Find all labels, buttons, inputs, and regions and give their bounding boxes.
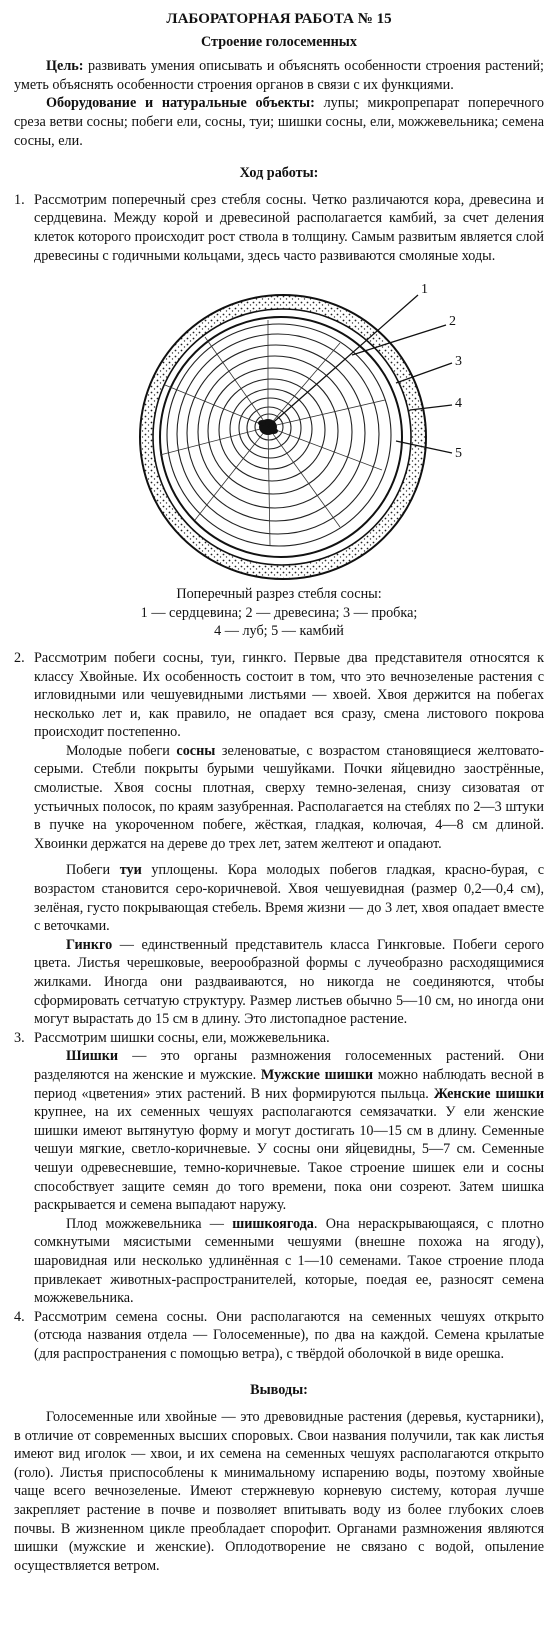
step-3-intro: Рассмотрим шишки сосны, ели, можжевельника. xyxy=(34,1029,330,1046)
step-2 xyxy=(14,649,544,1029)
goal-text: развивать умения описывать и объяснять особенности строения растений; уметь объяснять особенности строения органов в связи с их функциями. xyxy=(14,58,544,93)
cones-text-2: можно наблюдать весной в период «цветения» этих растений. В них формируются пыльца. xyxy=(34,1066,544,1102)
thuja-text-pre: Побеги xyxy=(66,862,120,879)
callout-5: 5 xyxy=(455,446,462,462)
stem-cross-section-figure xyxy=(0,265,558,585)
cones-text-1: — это органы размножения голосеменных растений. Они разделяются на женские и мужские. xyxy=(34,1048,544,1083)
step-2-intro: Рассмотрим побеги сосны, туи, гинкго. Первые два представителя относятся к классу Хвойные. Их особенность состоит в том, что это вечнозеленые растения с игловидными или чешуевидными листьями — хвоей. Хвоя держится на побегах несколько лет и, как правило, не опадает вся сразу, смена листового покрова происходит постепенно. xyxy=(34,649,544,741)
callout-1: 1 xyxy=(421,282,428,298)
juniper-text-pre: Плод можжевельника — xyxy=(66,1215,233,1232)
cones-paragraph xyxy=(34,1047,544,1214)
callout-3: 3 xyxy=(455,354,462,370)
goal-paragraph xyxy=(14,57,544,94)
female-cones-term: Женские шишки xyxy=(433,1085,544,1102)
pine-paragraph xyxy=(34,742,544,854)
equipment-paragraph xyxy=(14,94,544,150)
thuja-paragraph xyxy=(34,861,544,935)
male-cones-term: Мужские шишки xyxy=(260,1066,374,1083)
callout-4: 4 xyxy=(455,396,462,412)
step-3 xyxy=(14,1029,544,1308)
step-4-text: Рассмотрим семена сосны. Они располагаются на семенных чешуях открыто (отсюда названия отдела — Голосеменные), по два на каждой. Семена крылатые (для распространения с помощью ветра), с твёрдой оболочкой в виде орешка. xyxy=(34,1308,544,1362)
berry-cone-term: шишкоягода xyxy=(232,1215,314,1232)
step-number: 3. xyxy=(14,1029,25,1046)
step-number: 2. xyxy=(14,649,25,666)
conclusions-heading: Выводы: xyxy=(250,1382,308,1399)
ginkgo-text: — единственный представитель класса Гинкговые. Побеги серого цвета. Листья черешковые, веерообразной формы с лучеобразно расходящимися жилками. Иногда они раздваиваются, но никогда не соединяются, чтобы сформировать сетчатую структуру. Размер листьев обычно 5—10 см, но иногда они могут вырастать до 15 см в длину. Это листопадное растение. xyxy=(34,936,544,1028)
step-1-text: Рассмотрим поперечный срез стебля сосны. Четко различаются кора, древесина и сердцевина. Между корой и древесиной располагается камбий, за счет деления клеток которого происходит рост ствола в толщину. Самым развитым является слой древесины с годичными кольцами, здесь часто развиваются смоляные ходы. xyxy=(34,191,544,264)
callout-2: 2 xyxy=(449,314,456,330)
page-title: ЛАБОРАТОРНАЯ РАБОТА № 15 xyxy=(166,11,392,27)
page-subtitle: Строение голосеменных xyxy=(201,33,357,50)
step-4 xyxy=(14,1308,544,1364)
stem-cross-section-illustration xyxy=(0,265,558,585)
equipment-text: лупы; микропрепарат поперечного среза ветви сосны; побеги ели, сосны, туи; шишки сосны, ели, можжевельника; семена сосны, ели. xyxy=(14,95,544,149)
goal-label: Цель: xyxy=(46,58,84,75)
figure-caption xyxy=(14,585,544,641)
caption-line-1: Поперечный разрез стебля сосны: xyxy=(176,586,382,603)
juniper-text: . Она нераскрывающаяся, с плотно сомкнутыми мясистыми семенными чешуями (внешне похожа на ягоду), шаровидная или несколько удлинённая с 1—10 семенами. Такое строение плода привлекает животных-распространителей, которые, поедая ее, разносят семена можжевельника. xyxy=(34,1215,544,1307)
caption-line-2: 1 — сердцевина; 2 — древесина; 3 — пробка; xyxy=(140,604,418,621)
step-number: 1. xyxy=(14,191,25,208)
progress-heading: Ход работы: xyxy=(239,165,319,182)
pine-text: зеленоватые, с возрастом становящиеся желтовато-серыми. Стебли покрыты бурыми чешуйками. Почки яйцевидно заострённые, смолистые. Хвоя сосны плотная, сверху темно-зеленая, снизу сизоватая от устьичных полосок, по краям зазубренная. Располагается на стеблях по 2—3 штуки в пучке на укороченном побеге, жёсткая, гладкая, колючая, 4—8 см длиной. Хвоинки держатся на дереве до трех лет, затем желтеют и опадают. xyxy=(34,742,544,852)
ginkgo-paragraph xyxy=(34,936,544,1029)
conclusions-text: Голосеменные или хвойные — это древовидные растения (деревья, кустарники), в отличие от современных высших споровых. Свои названия получили, так как листья имеют вид иголок — хвои, и их семена на семенных чешуях располагаются открыто (голо). Листья приспособлены к минимальному испарению воды, поэтому хвойные чаще всего вечнозеленые. Имеют стержневую корневую систему, которая лучше закрепляет растение в почве и позволяет впитывать воду из более глубоких слоев почвы. В жизненном цикле преобладает спорофит. Органами размножения являются шишки (мужские и женские). Оплодотворение не связано с водой, опыление осуществляется ветром. xyxy=(14,1409,544,1574)
cones-text-3: крупнее, на их семенных чешуях располагаются семязачатки. У ели женские шишки имеют вытянутую форму и могут достигать 10—15 см в длину. Семенные чешуи мягкие, светло-коричневые. У сосны они яйцевидны, 5—7 см. Семенные чешуи одревесневшие, темно-коричневые. Такое строение шишек ели и сосны способствует защите семян до того времени, пока они созреют. Затем шишка раскрывается и семена выпадают наружу. xyxy=(34,1104,544,1214)
cones-term: Шишки xyxy=(66,1048,119,1065)
juniper-paragraph xyxy=(34,1215,544,1308)
caption-line-3: 4 — луб; 5 — камбий xyxy=(214,623,344,640)
step-1 xyxy=(14,191,544,265)
pine-term: сосны xyxy=(176,742,216,759)
equipment-label: Оборудование и натуральные объекты: xyxy=(46,95,315,112)
thuja-term: туи xyxy=(119,862,142,879)
step-number: 4. xyxy=(14,1308,25,1325)
thuja-text: уплощены. Кора молодых побегов гладкая, красно-бурая, с возрастом становится серо-коричневой. Хвоя чешуевидная (размер 0,2—0,4 см), зелёная, густо покрывающая стебель. Время жизни — до 3 лет, хвоя опадает вместе с веточками. xyxy=(34,862,544,935)
pine-text-pre: Молодые побеги xyxy=(66,742,177,759)
ginkgo-term: Гинкго xyxy=(66,936,113,953)
